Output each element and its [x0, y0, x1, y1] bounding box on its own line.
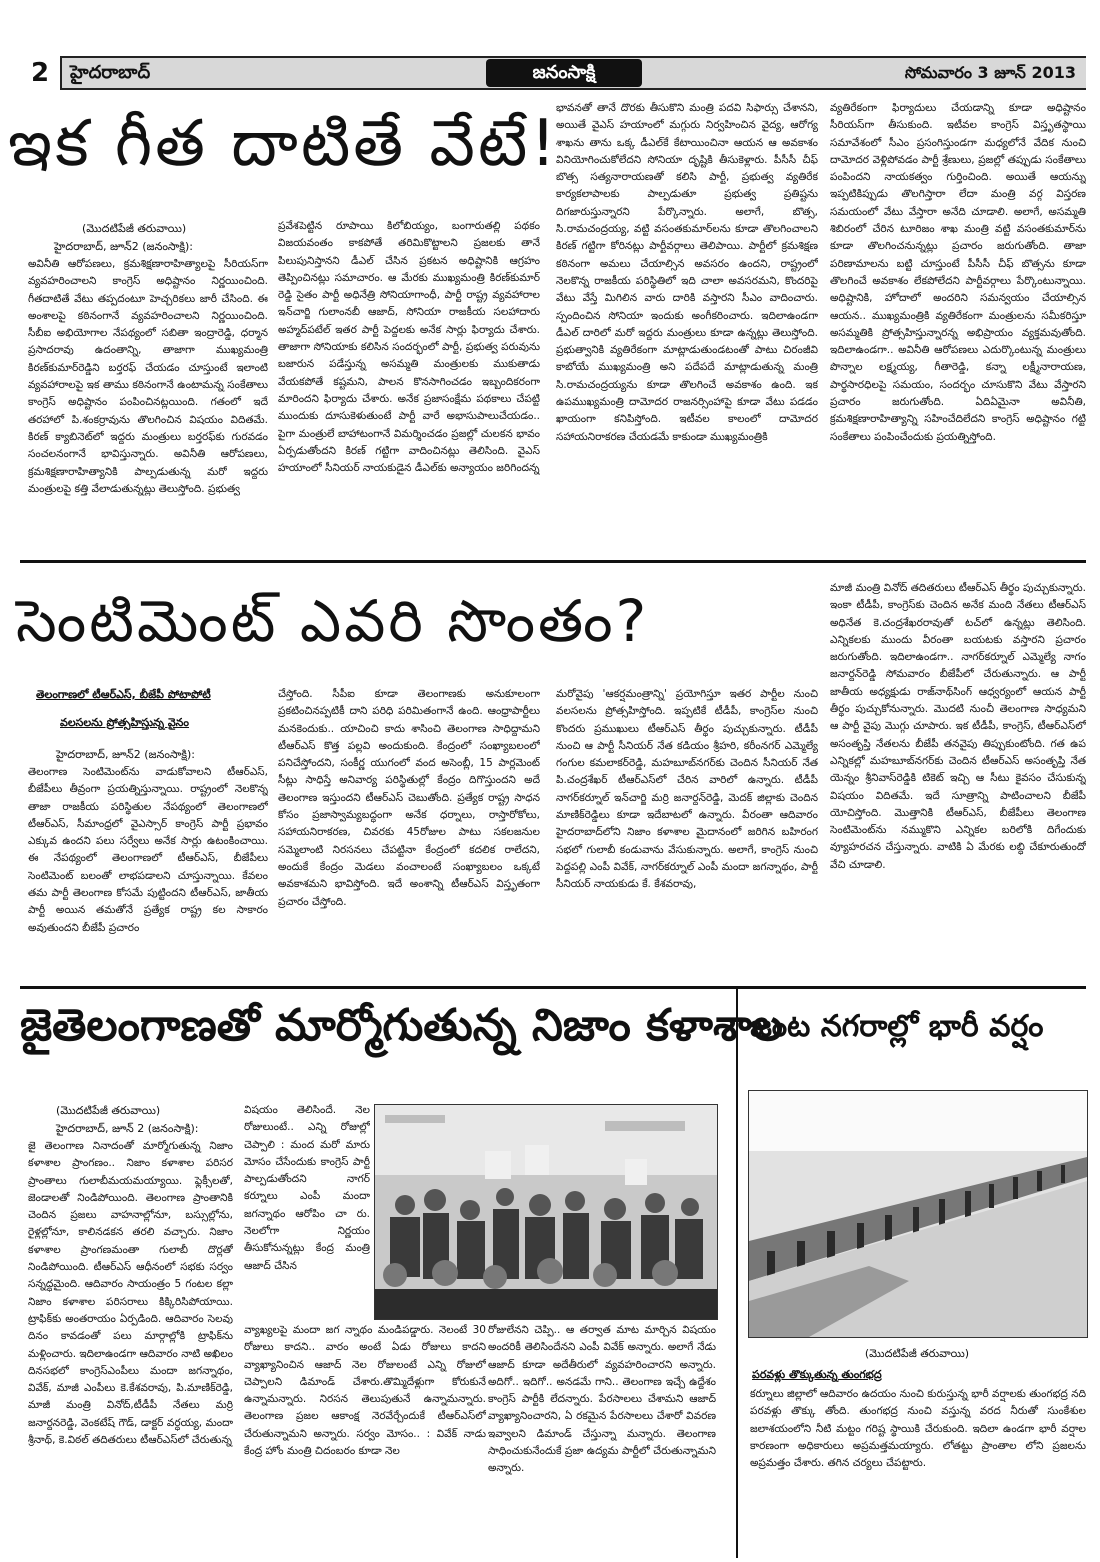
dam-photo [748, 1090, 1088, 1338]
dam-image [749, 1091, 1087, 1337]
article2-dateline: హైదరాబాద్‌, జూన్‌2 (జనంసాక్షి): [56, 748, 195, 761]
article2-subhead: వలసలను ప్రోత్సహిస్తున్న వైనం [60, 716, 189, 729]
article2-column-1: తెలంగాణ సెంటిమెంట్‌ను వాడుకోవాలని టీఆర్‌ఎస్‌, బీజేపీలు తీవ్రంగా ప్రయత్నిస్తున్నాయి. రాష్ట్రంలో నెలకొన్న తాజా రాజకీయ పరిస్థితుల నేపథ్యంలో తెలంగాణలో టీఆర్‌ఎస్‌, సీమాంధ్రలో వైఎస్సార్‌ కాంగ్రెస్‌ పార్టీ ప్రభావం ఎక్కువ ఉందని పలు సర్వేలు అనేక సార్లు ఉటంకించాయి. ఈ నేపథ్యంలో తెలంగాణలో టీఆర్‌ఎస్‌, బీజేపీలు సెంటిమెంట్‌ బలంతో లాభపడాలని చూస్తున్నాయి. కేవలం తమ పార్టీ తెలంగాణ కోసమే పుట్టిందని టీఆర్‌ఎస్‌, జాతీయ పార్టీ అయిన తమతోనే ప్రత్యేక రాష్ట్ర కల సాకారం అవుతుందని బీజేపీ ప్రచారం [28, 766, 268, 934]
article3-continued: (మొదటిపేజీ తరువాయి) [56, 1104, 161, 1117]
article3-column-1: జై తెలంగాణ నినాదంతో మార్మోగుతున్న నిజాం కళాశాల ప్రాంగణం.. నిజాం కళాశాల పరిసర ప్రాంతాలు గులాబీమయమయ్యాయి. ఫ్లెక్సీలతో, జెండాలతో నిండిపోయింది. తెలంగాణ ప్రాంతానికి చెందిన ప్రజలు వాహనాల్లోనూ, బస్సుల్లోను, రైళ్లల్లోనూ, కాలినడకన తరలి వచ్చారు. నిజాం కళాశాల ప్రాంగణమంతా గులాబీ దొర్లతో నిండిపోయింది. టీఆర్‌ఎస్‌ ఆధీనంలో సభకు సర్వం సన్నద్ధమైంది. ఆదివారం సాయంత్రం 5 గంటల కల్లా నిజాం కళాశాల పరిసరాలు కిక్కిరిసిపోయాయి. ట్రాఫిక్‌కు అంతరాయం ఏర్పడింది. ఆదివారం సెలవు దినం కావడంతో పలు మార్గాల్లోకి ట్రాఫిక్‌ను మళ్లించారు. ఇదిలాఉండగా ఆదివారం నాటి అఖిలం దినసభలో కాంగ్రెస్‌ఎంపీలు మందా జగన్నాథం, వివేక్‌, మాజీ ఎంపీలు కె.కేశవరావు, పి.మాణిక్‌రెడ్డి, మాజీ మంత్రి వినోద్‌,టీడీపీ నేతలు మర్రి జనార్దనరెడ్డి, వెంకటేష్‌ గౌడ్‌, డాక్టర్‌ వర్ధయ్య, మందా శ్రీనాథ్‌, కె.విఠల్‌ తదితరులు టీఆర్‌ఎస్‌లో చేరుతున్న [28, 1140, 233, 1447]
divider-vertical [736, 986, 738, 1558]
crowd-image [375, 1105, 717, 1319]
divider-rule [20, 560, 1086, 563]
article1-column-4: వ్యతిరేకంగా ఫిర్యాదులు చేయడాన్ని కూడా అధిష్టానం సీరియస్‌గా తీసుకుంది. ఇటీవల కాంగ్రెస్‌ విస్తృతస్థాయి సమావేశంలో సీఎం ప్రసంగిస్తుండగా మధ్యలోనే వేదిక నుంచి దామోదర వెళ్లిపోవడం పార్టీ శ్రేణులు, ప్రజల్లో తప్పుడు సంకేతాలు పంపిందని నాయకత్వం గుర్తించింది. అయితే ఆయన్ను ఇప్పటికిప్పుడు తొలగిస్తారా లేదా మంత్రి వర్గ విస్తరణ సమయంలో వేటు వేస్తారా అనేది చూడాలి. అలాగే, అసమ్మతి శిబిరంలో చేరిన టూరిజం శాఖ మంత్రి వట్టి వసంతకుమార్‌ను కూడా తొలగించనున్నట్లు ప్రచారం జరుగుతోంది. తాజా పరిణామాలను బట్టి చూస్తుంటే పీసీసీ చీఫ్‌ బొత్సను కూడా తొలగించే అవకాశం లేకపోలేదని పార్టీవర్గాలు పేర్కొంటున్నాయి. అధిష్టానికి, హోదాలో అందరిని సమన్వయం చేయాల్సిన ఆయన.. ముఖ్యమంత్రికి వ్యతిరేకంగా మంత్రులను సమీకరిస్తూ అసమ్మతికి ప్రోత్సహిస్తున్నారన్న అభిప్రాయం వ్యక్తమవుతోంది. ఇదిలాఉండగా.. అవినీతి ఆరోపణలు ఎదుర్కొంటున్న మంత్రులు పొన్నాల లక్ష్మయ్య, గీతారెడ్డి, కన్నా లక్ష్మీనారాయణ, పార్థసారధిలపై సమయం, సందర్భం చూసుకొని వేటు వేస్తారని ప్రచారం జరుగుతోంది. ఏదిఏమైనా అవినీతి, క్రమశిక్షణారాహిత్యాన్ని సహించేదిలేదని కాంగ్రెస్‌ అధిష్టానం గట్టి సంకేతాలు పంపించేందుకు ప్రయత్నిస్తోంది. [830, 102, 1086, 443]
article2-column-4: మాజీ మంత్రి వినోద్‌ తదితరులు టీఆర్‌ఎస్‌ తీర్థం పుచ్చుకున్నారు. ఇంకా టీడీపీ, కాంగ్రెస్‌కు చెందిన అనేక మంది నేతలు టీఆర్‌ఎస్‌ అధినేత కె.చంద్రశేఖరరావుతో టచ్‌లో ఉన్నట్లు తెలిసింది. ఎన్నికలకు ముందు వీరంతా బయటకు వస్తారని ప్రచారం జరుగుతోంది. ఇదిలాఉండగా.. నాగర్‌కర్నూల్‌ ఎమ్మెల్యే నాగం జనార్దన్‌రెడ్డి సోమవారం బీజేపీలో చేరుతున్నారు. ఆ పార్టీ జాతీయ అధ్యక్షుడు రాజ్‌నాథ్‌సింగ్‌ ఆధ్వర్యంలో ఆయన పార్టీ తీర్థం పుచ్చుకోనున్నారు. మొదటి నుంచీ తెలంగాణ సాధ్యమని ఆ పార్టీ వైపు మొగ్గు చూపారు. ఇక టీడీపీ, కాంగ్రెస్‌, టీఆర్‌ఎస్‌లో అసంతృప్తి నేతలను బీజేపీ తనవైపు తిప్పుకుంటోంది. గత ఉప ఎన్నికల్లో మహబూబ్‌నగర్‌కు చెందిన టీఆర్‌ఎస్‌ అసంతృప్తి నేత యెన్నం శ్రీనివాస్‌రెడ్డికి టికెట్‌ ఇచ్చి ఆ సీటు కైవసం చేసుకున్న విషయం విదితమే. ఇదే సూత్రాన్ని పాటించాలని బీజేపీ యోచిస్తోంది. మొత్తానికి టీఆర్‌ఎస్‌, బీజేపీలు తెలంగాణ సెంటిమెంట్‌ను నమ్ముకొని ఎన్నికల బరిలోకి దిగేందుకు వ్యూహరచన చేస్తున్నారు. వాటికి ఏ మేరకు లబ్ధి చేకూరుతుందో వేచి చూడాలి. [830, 582, 1086, 871]
article3-column-3: రోజులేనని చెప్పి.. ఆ తర్వాత మాట మార్చిన విషయం అందరికీ తెలిసిందేనని ఎంపీ వివేక్‌ అన్నారు. అలాగే నేడు ఆజాద్‌ కూడా అదేతీరులో వ్యవహరించారని అన్నారు. అదిగో.. ఇదిగో.. అనడమే గాని.. తెలంగాణ ఇచ్చే ఉద్దేశం కాంగ్రెస్‌ పార్టీకి లేదన్నారు. పేరసాలలు చేశామని ఆజాద్‌ వ్యాఖ్యానించారని, ఏ రకమైన పేరసాలలు చేశారో వివరణ ఇవ్వాలని డిమాండ్‌ చేస్తున్నా మన్నారు. తెలంగాణ సాధించుకునేందుకే ప్రజా ఉద్యమ పార్టీలో చేరుతున్నామని అన్నారు. [488, 1324, 716, 1475]
article1-dateline: హైదరాబాద్‌, జూన్‌2 (జనంసాక్షి): [54, 240, 193, 253]
article2-kicker: తెలంగాణలో టీఆర్‌ఎస్‌, బీజేపీ పోటాపోటీ [36, 688, 211, 701]
article4-photo-title: పరవళ్లు తొక్కుతున్న తుంగభద్ర [752, 1368, 882, 1381]
article4-caption: (మొదటిపేజీ తరువాయి) [864, 1347, 970, 1360]
issue-date: సోమవారం 3 జూన్ 2013 [904, 63, 1076, 82]
article3-column-2a: విషయం తెలిసిందే. నెల రోజులుంటే.. ఎన్ని రోజుల్లో చెప్పాలి : మంద మరో మారు మోసం చేసేందుకు కాంగ్రెస్‌ పార్టీ పాల్పడుతోందని నాగర్‌ కర్నూలు ఎంపీ మందా జగన్నాథం ఆరోపిం చా రు. నెలలోగా నిర్ణయం తీసుకోనున్నట్లు కేంద్ర మంత్రి ఆజాద్‌ చేసిన [244, 1104, 370, 1272]
rally-photo [374, 1104, 718, 1320]
page-number: 2 [20, 56, 62, 90]
article3-headline: జైతెలంగాణతో మార్మోగుతున్న నిజాం కళాశాల [20, 1000, 783, 1051]
article3-dateline: హైదరాబాద్‌, జూన్‌ 2 (జనంసాక్షి): [56, 1122, 199, 1135]
article1-headline: ఇక గీత దాటితే వేటే! [8, 107, 559, 181]
article2-column-2: చేస్తోంది. సీపీఐ కూడా తెలంగాణకు అనుకూలంగా ప్రకటించినప్పటికీ దాని పరిధి పరిమితంగానే ఉంది. ఆంధ్రాపార్టీలు మనకెందుకు.. యాచించి కాదు శాసించి తెలంగాణ సాధిద్దామని టీఆర్‌ఎస్‌ కొత్త పల్లవి అందుకుంది. కేంద్రంలో సంఖ్యాబలంలో పనిచేస్తోందని, సంకీర్ణ యుగంలో వంద అసెంబ్లీ, 15 పార్లమెంట్‌ సీట్లు సాధిస్తే అనివార్య పరిస్థితుల్లో కేంద్రం దిగొస్తుందని అదే తెలంగాణ ఇస్తుందని టీఆర్‌ఎస్‌ చెబుతోంది. ప్రత్యేక రాష్ట్ర సాధన కోసం ప్రజాస్వామ్యబద్ధంగా అనేక ధర్నాలు, రాస్తారోకోలు, సహాయనిరాకరణ, చివరకు 45రోజుల పాటు సకలజనుల సమ్మెలాంటి నిరసనలు చేపట్టినా కేంద్రంలో కదలిక రాలేదని, అందుకే కేంద్రం మెడలు వంచాలంటే సంఖ్యాబలం ఒక్కటే అవకాశమని భావిస్తోంది. ఇదే అంశాన్ని టీఆర్‌ఎస్‌ విస్తృతంగా ప్రచారం చేస్తోంది. [278, 688, 540, 908]
article4-headline: జంట నగరాల్లో భారీ వర్షం [750, 1009, 1044, 1044]
article1-column-2: ప్రవేశపెట్టిన రూపాయి కిలోబియ్యం, బంగారుతల్లి పథకం విజయవంతం కాకపోతే తరిమికొట్టాలని ప్రజలకు తానే పిలుపునిస్తానని డీఎల్‌ చేసిన ప్రకటన అధిష్టానికి ఆగ్రహం తెప్పించినట్లు సమాచారం. ఆ మేరకు ముఖ్యమంత్రి కిరణ్‌కుమార్‌ రెడ్డి సైతం పార్టీ అధినేత్రి సోనియాగాంధీ, పార్టీ రాష్ట్ర వ్యవహారాల ఇన్‌చార్జి గులాంనబీ ఆజాద్‌, సోనియా రాజకీయ సలహాదారు అహ్మద్‌పటేల్‌ ఇతర పార్టీ పెద్దలకు అనేక సార్లు ఫిర్యాదు చేశారు. తాజాగా సోనియాకు కలిసిన సందర్భంలో పార్టీ, ప్రభుత్వ పరువును బజారున పడేస్తున్న అసమ్మతి మంత్రులకు ముకుతాడు వేయకపోతే కష్టమని, పాలన కొనసాగించడం ఇబ్బందికరంగా మారిందని ఫిర్యాదు చేశారు. అనేక ప్రజాసంక్షేమ పథకాలు చేపట్టి ముందుకు దూసుకెళుతుంటే పార్టీ వారే అభాసుపాలుచేయడం.. పైగా మంత్రులే బాహాటంగానే విమర్శించడం ప్రజల్లో చులకన భావం ఏర్పడుతోందని కిరణ్‌ గట్టిగా వాదించినట్లు తెలిసింది. వైఎస్‌ హయాంలో సీనియర్‌ నాయకుడైన డీఎల్‌కు అన్యాయం జరిగిందన్న [278, 220, 540, 475]
brand-logo: జనంసాక్షి [486, 59, 642, 87]
divider-rule [20, 986, 1086, 989]
article4-body: కర్నూలు జిల్లాలో ఆదివారం ఉదయం నుంచి కురుస్తున్న భారీ వర్షాలకు తుంగభద్ర నది పరవళ్లు తొక్కు తోంది. తుంగభద్ర నుంచి వస్తున్న వరద నీరుతో సుంకేశుల జలాశయంలోని నీటి మట్టం గరిష్ట స్థాయికి చేరుకుంది. ఇదిలా ఉండగా భారీ వర్షాల కారణంగా అధికారులు అప్రమత్తమయ్యారు. లోతట్టు ప్రాంతాల లోని ప్రజలను అప్రమత్తం చేశారు. తగిన చర్యలు చేపట్టారు. [750, 1388, 1086, 1470]
article1-continued: (మొదటిపేజీ తరువాయి) [82, 222, 187, 235]
article1-column-1: అవినీతి ఆరోపణలు, క్రమశిక్షణారాహిత్యాలపై సీరియస్‌గా వ్యవహరించాలని కాంగ్రెస్‌ అధిష్టానం నిర్ణయించింది. గీతదాటితే వేటు తప్పదంటూ హెచ్చరికలు జారీ చేసింది. ఈ అంశాలపై కఠినంగానే వ్యవహరించాలని నిర్ణయించింది. సీబీఐ అభియోగాల నేపథ్యంలో సబితా ఇంద్రారెడ్డి, ధర్మాన ప్రసాదరావు ఉదంతాన్ని, తాజాగా ముఖ్యమంత్రి కిరణ్‌కుమార్‌రెడ్డిని బర్తరఫ్‌ చేయడం చూస్తుంటే ఇలాంటి వ్యవహారాలపై ఇక తాము కఠినంగానే ఉంటామన్న సంకేతాలు కాంగ్రెస్‌ అధిష్టానం పంపించినట్లయింది. గతంలో ఇదే తరహాలో పి.శంకర్రావును తొలగించిన విషయం విదితమే. కిరణ్‌ క్యాబినెట్‌లో ఇద్దరు మంత్రులు బర్తరఫ్‌కు గురవడం సంచలనంగానే భావిస్తున్నారు. అవినీతి ఆరోపణలు, క్రమశిక్షణారాహిత్యానికి పాల్పడుతున్న మరో ఇద్దరు మంత్రులపై కత్తి వేలాడుతున్నట్లు తెలుస్తోంది. ప్రభుత్వ [28, 258, 268, 495]
section-name: హైదరాబాద్ [70, 62, 151, 83]
article1-column-3: భావనతో తానే దొరకు తీసుకొని మంత్రి పదవి సిఫార్సు చేశానని, అయితే వైఎస్‌ హయాంలో మగ్గురు నిర్వహించిన వైద్య, ఆరోగ్య శాఖను తాను ఒక్క డీఎల్‌కే కేటాయించినా ఆయన ఆ అవకాశం వినియోగించుకోలేదని సోనియా దృష్టికి తీసుకెళ్లారు. పీసీసీ చీఫ్‌ బొత్స సత్యనారాయణతో కలిసి పార్టీ, ప్రభుత్వ వ్యతిరేక కార్యకలాపాలకు పాల్పడుతూ ప్రభుత్వ ప్రతిష్టను దిగజారుస్తున్నారని పేర్కొన్నారు. అలాగే, బొత్స, సి.రామచంద్రయ్య, వట్టి వసంతకుమార్‌లను కూడా తొలగించాలని కిరణ్‌ గట్టిగా కోరినట్లు పార్టీవర్గాలు తెలిపాయి. పార్టీలో క్రమశిక్షణ కఠినంగా అమలు చేయాల్సిన అవసరం ఉందని, రాష్ట్రంలో నెలకొన్న రాజకీయ పరిస్థితిలో ఇది చాలా అవసరమని, కొందరిపై వేటు వేస్తే మిగిలిన వారు దారికి వస్తారని సీఎం వాదించారు. స్పందించిన సోనియా ఇందుకు అంగీకరించారు. ఇదిలాఉండగా డీఎల్‌ దారిలో మరో ఇద్దరు మంత్రులు కూడా ఉన్నట్లు తెలుస్తోంది. ప్రభుత్వానికి వ్యతిరేకంగా మాట్లాడుతుండటంతో పాటు చిరంజీవి కాబోయే ముఖ్యమంత్రి అని పదేపదే మాట్లాడుతున్న మంత్రి సి.రామచంద్రయ్యను కూడా తొలగించే అవకాశం ఉంది. ఇక ఉపముఖ్యమంత్రి దామోదర రాజనర్సింహాపై కూడా వేటు పడడం ఖాయంగా కనిపిస్తోంది. ఇటీవల కాలంలో దామోదర సహాయనిరాకరణ చేయడమే కాకుండా ముఖ్యమంత్రికి [556, 102, 818, 443]
article2-column-3: మరోవైపు 'ఆకర్షమంత్రాన్ని' ప్రయోగిస్తూ ఇతర పార్టీల నుంచి వలసలను ప్రోత్సహిస్తోంది. ఇప్పటికే టీడీపీ, కాంగ్రెస్‌ల నుంచి కొందరు ప్రముఖులు టీఆర్‌ఎస్‌ తీర్థం పుచ్చుకున్నారు. టీడీపీ నుంచి ఆ పార్టీ సీనియర్‌ నేత కడియం శ్రీహరి, కరీంనగర్‌ ఎమ్మెల్యే గంగుల కమలాకర్‌రెడ్డి, మహబూబ్‌నగర్‌కు చెందిన సీనియర్‌ నేత పి.చంద్రశేఖర్‌ టీఆర్‌ఎస్‌లో చేరిన వారిలో ఉన్నారు. టీడీపీ నాగర్‌కర్నూల్‌ ఇన్‌చార్జి మర్రి జనార్దన్‌రెడ్డి, మెదక్‌ జిల్లాకు చెందిన మాణిక్‌రెడ్డిలు కూడా ఇదేబాటలో ఉన్నారు. వీరంతా ఆదివారం హైదరాబాద్‌లోని నిజాం కళాశాల మైదానంలో జరిగిన బహిరంగ సభలో గులాబీ కండువాను వేసుకున్నారు. అలాగే, కాంగ్రెస్‌ నుంచి పెద్దపల్లి ఎంపీ వివేక్‌, నాగర్‌కర్నూల్‌ ఎంపీ మందా జగన్నాథం, పార్టీ సీనియర్‌ నాయకుడు కే. కేశవరావు, [556, 688, 818, 891]
masthead-bar [20, 56, 1086, 90]
article3-column-2b: వ్యాఖ్యలపై మందా జగ న్నాథం మండిపడ్డారు. నెలంటే 30 రోజులు కాదని.. వారం అంటే ఏడు రోజులు కాదని వ్యాఖ్యానించిన ఆజాద్‌ నెల రోజులంటే ఎన్ని రోజులో చెప్పాలని డిమాండ్‌ చేశారు.తొమ్మిదేళ్లుగా కోరుకునే ఉన్నామన్నారు. నిరసన తెలుపుతునే ఉన్నామన్నారు. తెలంగాణ ప్రజల ఆకాంక్ష నెరవేర్చేందుకే టీఆర్‌ఎస్‌లో చేరుతున్నామని అన్నారు. సర్వం మోసం.. : వివేక్‌ నాడు కేంద్ర హోం మంత్రి చిదంబరం కూడా నెల [244, 1324, 486, 1458]
article2-headline: సెంటిమెంట్ ఎవరి సొంతం? [16, 587, 650, 655]
